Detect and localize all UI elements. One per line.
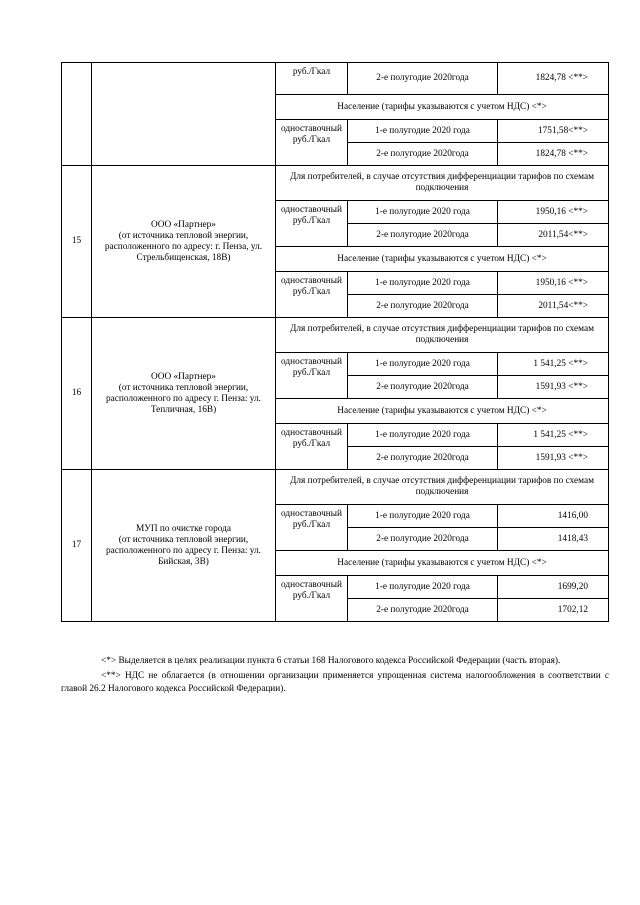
tariff-value: 1950,16 <**>	[498, 201, 609, 224]
period-cell: 2-е полугодие 2020года	[348, 63, 498, 95]
tariff-value: 1702,12	[498, 599, 609, 622]
consumers-header: Для потребителей, в случае отсутствия дифференциации тарифов по схемам подключения	[276, 166, 609, 201]
tariff-value: 1 541,25 <**>	[498, 424, 609, 447]
organization-name: МУП по очистке города	[136, 523, 231, 534]
tariff-value: 1699,20	[498, 576, 609, 599]
period-cell: 1-е полугодие 2020 года	[348, 576, 498, 599]
unit-cell: одноставочный руб./Гкал	[276, 272, 348, 318]
population-header: Население (тарифы указываются с учетом НДС) <*>	[276, 551, 609, 576]
tariff-value: 1591,93 <**>	[498, 376, 609, 399]
organization-cell	[92, 63, 276, 166]
period-cell: 2-е полугодие 2020года	[348, 528, 498, 551]
organization-address: (от источника тепловой энергии, расположенного по адресу г. Пенза: ул. Бийская, 3В)	[106, 534, 261, 567]
tariff-value: 1824,78 <**>	[498, 63, 609, 95]
unit-cell: одноставочный руб./Гкал	[276, 201, 348, 247]
period-cell: 2-е полугодие 2020года	[348, 143, 498, 166]
period-cell: 2-е полугодие 2020года	[348, 447, 498, 470]
period-cell: 2-е полугодие 2020года	[348, 295, 498, 318]
organization-name: ООО «Партнер»	[151, 371, 216, 382]
tariff-value: 2011,54<**>	[498, 295, 609, 318]
population-header: Население (тарифы указываются с учетом НДС) <*>	[276, 399, 609, 424]
period-cell: 1-е полугодие 2020 года	[348, 353, 498, 376]
unit-cell: одноставочный руб./Гкал	[276, 576, 348, 622]
unit-cell: одноставочный руб./Гкал	[276, 424, 348, 470]
period-cell: 2-е полугодие 2020года	[348, 599, 498, 622]
footnote-vat-exempt: <**> НДС не облагается (в отношении организации применяется упрощенная система налогообложения в соответствии с главой 26.2 Налогового кодекса Российской Федерации).	[61, 671, 609, 694]
tariff-value: 2011,54<**>	[498, 224, 609, 247]
tariff-value: 1751,58<**>	[498, 120, 609, 143]
row-number-cell	[62, 63, 92, 166]
organization-address: (от источника тепловой энергии, расположенного по адресу г. Пенза: ул. Тепличная, 16В)	[106, 382, 261, 415]
period-cell: 1-е полугодие 2020 года	[348, 201, 498, 224]
organization-cell	[92, 470, 276, 622]
consumers-header: Для потребителей, в случае отсутствия дифференциации тарифов по схемам подключения	[276, 318, 609, 353]
footnotes	[61, 655, 609, 698]
unit-cell: одноставочный руб./Гкал	[276, 505, 348, 551]
tariff-value: 1 541,25 <**>	[498, 353, 609, 376]
period-cell: 1-е полугодие 2020 года	[348, 272, 498, 295]
organization-address: (от источника тепловой энергии, расположенного по адресу: г. Пенза, ул. Стрельбищенская, 18В)	[104, 230, 263, 263]
row-number-cell: 17	[62, 470, 92, 622]
tariff-value: 1950,16 <**>	[498, 272, 609, 295]
unit-cell: одноставочный руб./Гкал	[276, 120, 348, 166]
population-header: Население (тарифы указываются с учетом НДС) <*>	[276, 95, 609, 120]
consumers-header: Для потребителей, в случае отсутствия дифференциации тарифов по схемам подключения	[276, 470, 609, 505]
tariff-value: 1824,78 <**>	[498, 143, 609, 166]
period-cell: 1-е полугодие 2020 года	[348, 120, 498, 143]
period-cell: 2-е полугодие 2020года	[348, 224, 498, 247]
row-number-cell: 16	[62, 318, 92, 470]
period-cell: 1-е полугодие 2020 года	[348, 505, 498, 528]
tariff-value: 1418,43	[498, 528, 609, 551]
population-header: Население (тарифы указываются с учетом НДС) <*>	[276, 247, 609, 272]
unit-cell: одноставочный руб./Гкал	[276, 353, 348, 399]
period-cell: 1-е полугодие 2020 года	[348, 424, 498, 447]
organization-name: ООО «Партнер»	[151, 219, 216, 230]
tariff-table	[61, 62, 609, 622]
tariff-value: 1416,00	[498, 505, 609, 528]
unit-cell: руб./Гкал	[276, 63, 348, 95]
period-cell: 2-е полугодие 2020года	[348, 376, 498, 399]
organization-cell	[92, 166, 276, 318]
footnote-vat-included: <*> Выделяется в целях реализации пункта 6 статьи 168 Налогового кодекса Российской Федерации (часть вторая).	[101, 656, 561, 666]
tariff-value: 1591,93 <**>	[498, 447, 609, 470]
organization-cell	[92, 318, 276, 470]
row-number-cell: 15	[62, 166, 92, 318]
